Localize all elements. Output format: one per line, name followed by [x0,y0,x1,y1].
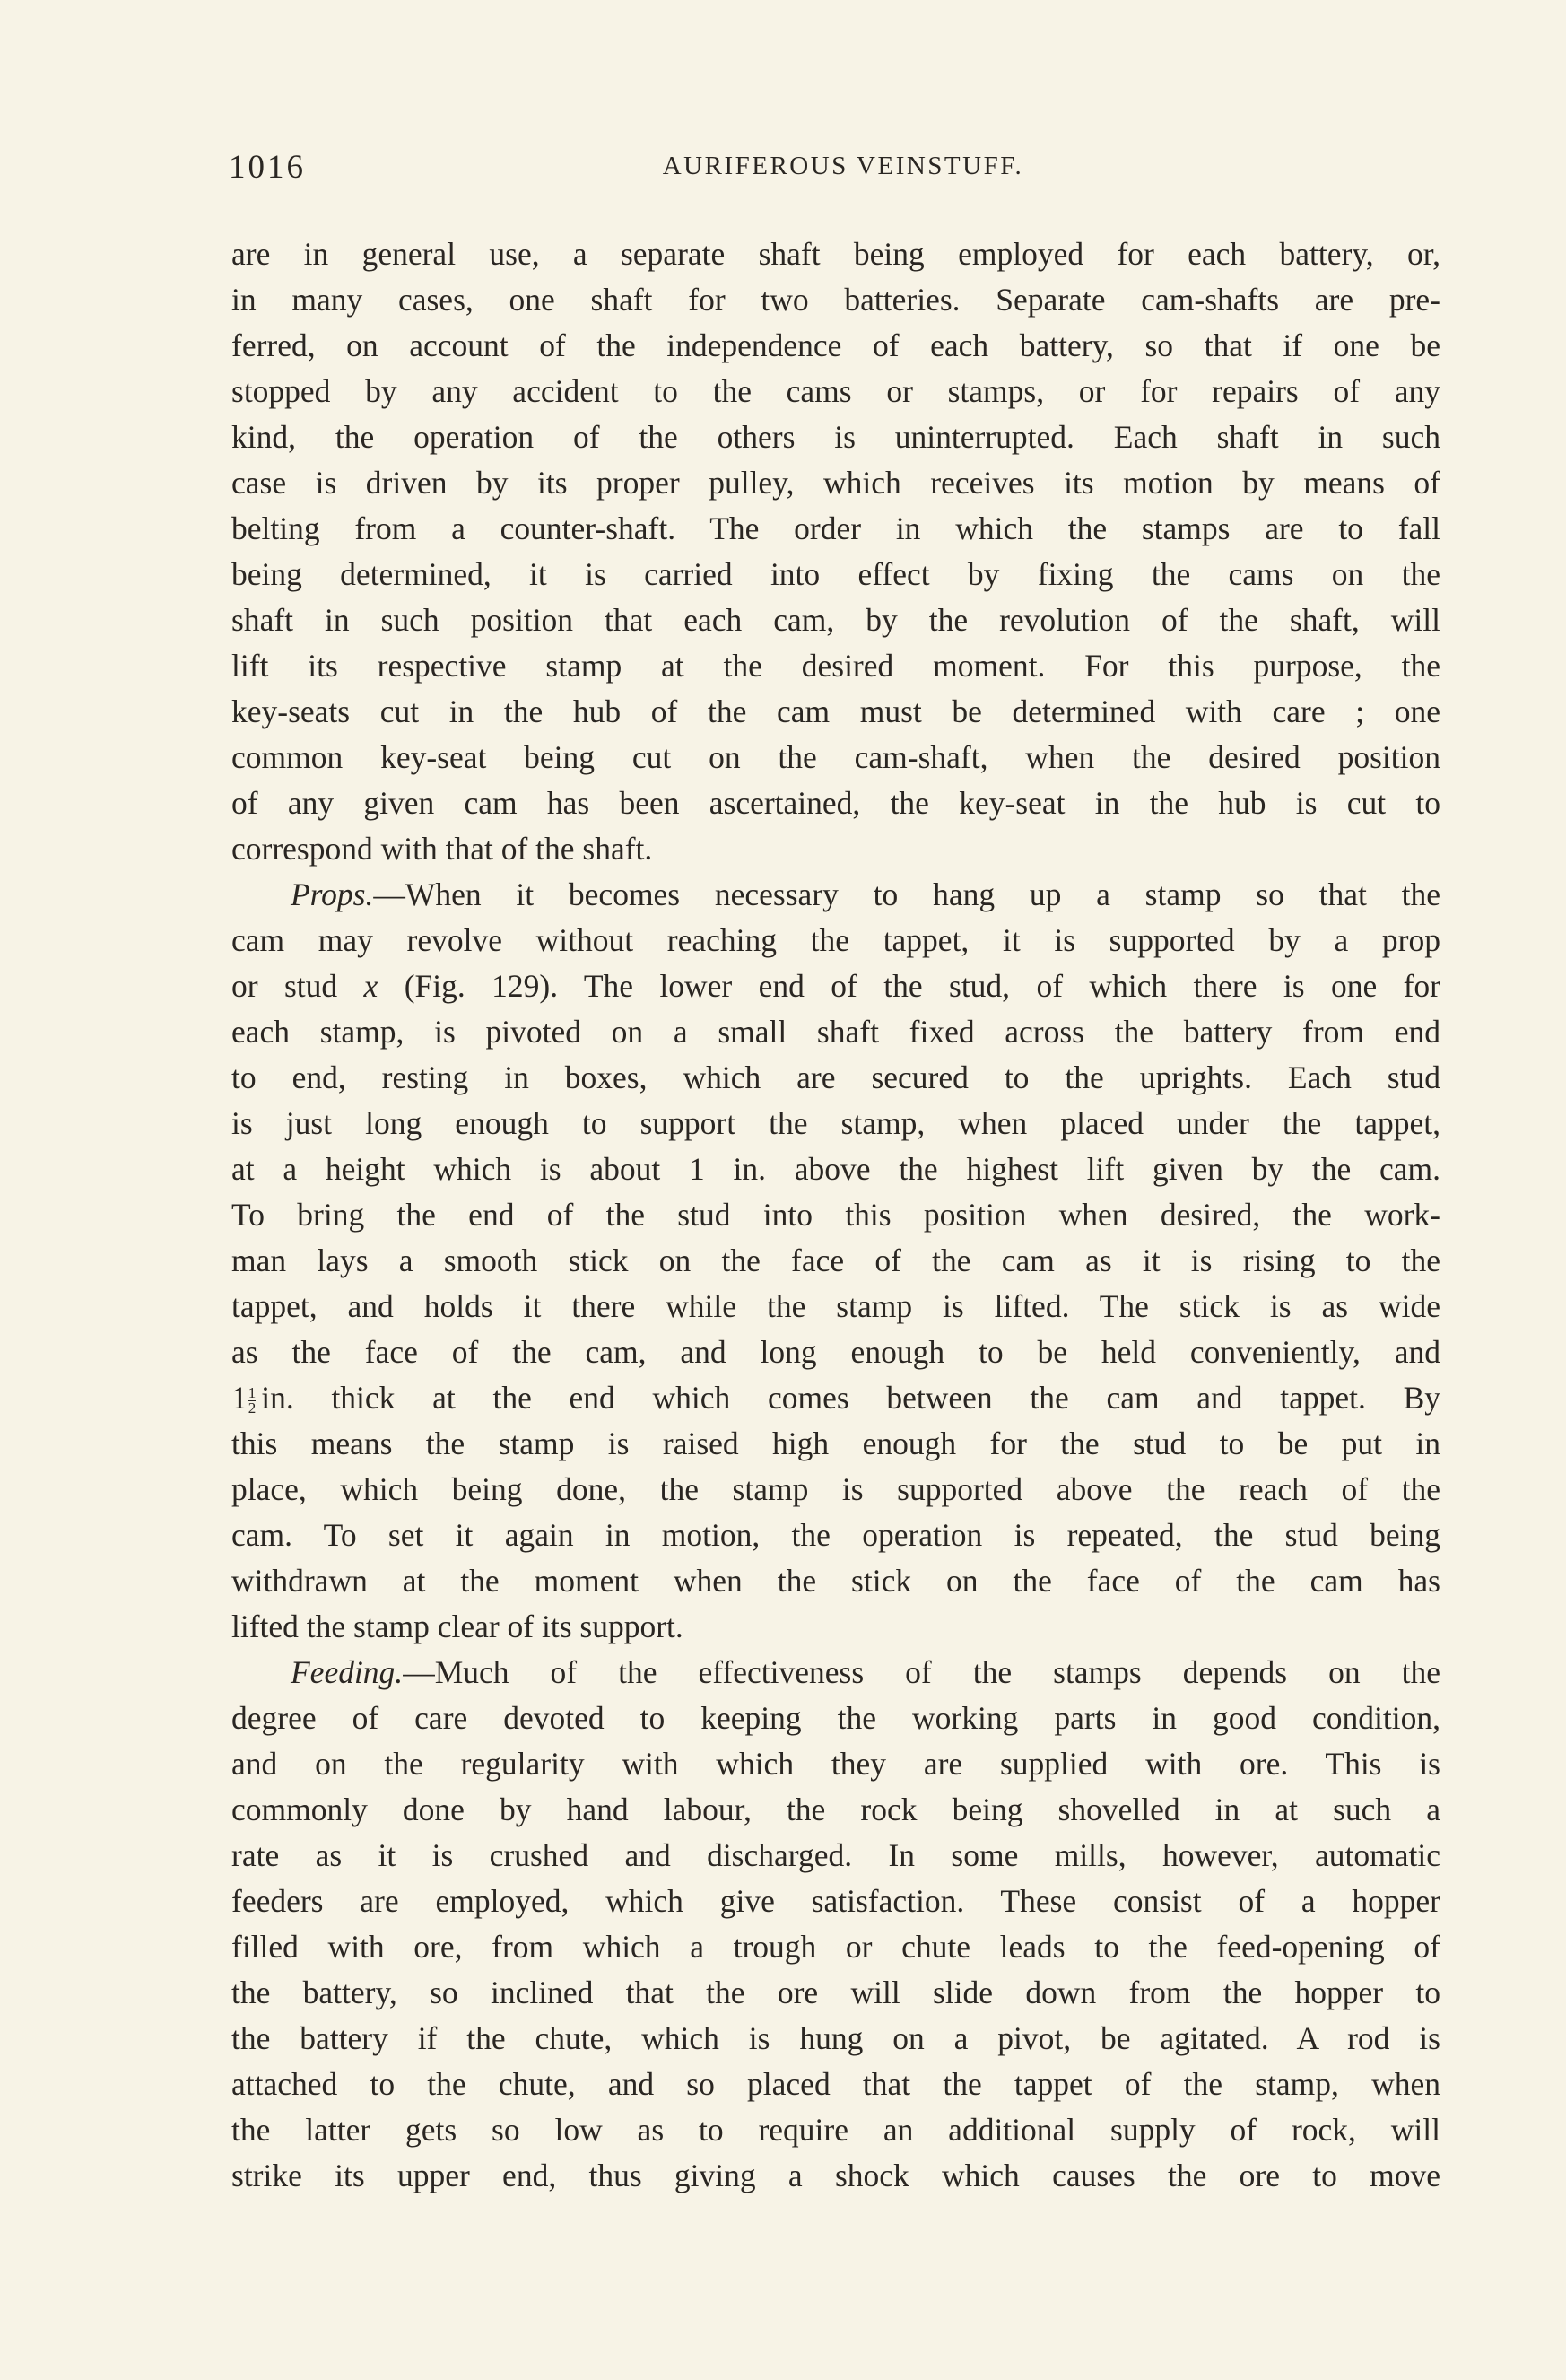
text-line: is just long enough to support the stamp, when placed under the tappet, [231,1105,1440,1141]
text-line [231,872,1440,918]
text-line [231,1375,1440,1421]
text-line: shaft in such position that each cam, by the revolution of the shaft, will [231,602,1440,638]
fraction-denominator: 2 [248,1399,257,1417]
text-line: man lays a smooth stick on the face of the cam as it is rising to the [231,1242,1440,1278]
text-line: of any given cam has been ascertained, the key-seat in the hub is cut to [231,785,1440,821]
text-line: key-seats cut in the hub of the cam must be determined with care ; one [231,693,1440,729]
paragraph-feeding [231,1650,1440,2199]
text-line: To bring the end of the stud into this position when desired, the work- [231,1197,1440,1233]
text-line: rate as it is crushed and discharged. In some mills, however, automatic [231,1837,1440,1873]
text-fragment: or stud [231,968,364,1004]
page-header [229,148,1457,193]
text-line: the latter gets so low as to require an additional supply of rock, will [231,2112,1440,2148]
text-line: are in general use, a separate shaft being employed for each battery, or, [231,236,1440,272]
text-line: attached to the chute, and so placed that the tappet of the stamp, when [231,2066,1440,2102]
text-line: to end, resting in boxes, which are secured to the uprights. Each stud [231,1059,1440,1095]
body-text [231,231,1440,2199]
text-line: as the face of the cam, and long enough to be held conveniently, and [231,1334,1440,1370]
text-line: degree of care devoted to keeping the working parts in good condition, [231,1700,1440,1736]
text-line: withdrawn at the moment when the stick on the face of the cam has [231,1563,1440,1599]
text-fragment: —When it becomes necessary to hang up a stamp so that the [373,876,1440,912]
text-line: at a height which is about 1 in. above the highest lift given by the cam. [231,1151,1440,1187]
text-line: lift its respective stamp at the desired moment. For this purpose, the [231,648,1440,684]
text-line: belting from a counter-shaft. The order in which the stamps are to fall [231,510,1440,546]
text-line: this means the stamp is raised high enough for the stud to be put in [231,1425,1440,1461]
variable-x: x [363,968,378,1004]
text-line: the battery, so inclined that the ore will slide down from the hopper to [231,1975,1440,2010]
section-heading-props: Props. [291,876,374,912]
fraction-one-half [248,1386,257,1416]
text-line: being determined, it is carried into effect by fixing the cams on the [231,556,1440,592]
text-line: tappet, and holds it there while the stamp is lifted. The stick is as wide [231,1288,1440,1324]
text-line: lifted the stamp clear of its support. [231,1608,683,1644]
page-number: 1016 [229,149,306,186]
text-line: the battery if the chute, which is hung on a pivot, be agitated. A rod is [231,2020,1440,2056]
running-title: AURIFEROUS VEINSTUFF. [662,152,1024,180]
text-line [231,963,1440,1009]
text-line: commonly done by hand labour, the rock being shovelled in at such a [231,1792,1440,1827]
section-heading-feeding: Feeding. [291,1654,404,1690]
text-line: ferred, on account of the independence of each battery, so that if one be [231,327,1440,363]
text-line: common key-seat being cut on the cam-shaft, when the desired position [231,739,1440,775]
text-line: case is driven by its proper pulley, which receives its motion by means of [231,465,1440,501]
text-line: each stamp, is pivoted on a small shaft fixed across the battery from end [231,1014,1440,1050]
text-line: strike its upper end, thus giving a shock which causes the ore to move [231,2158,1440,2193]
text-line: place, which being done, the stamp is supported above the reach of the [231,1471,1440,1507]
text-line: in many cases, one shaft for two batteries. Separate cam-shafts are pre- [231,282,1440,318]
text-fragment: —Much of the effectiveness of the stamps depends on the [403,1654,1440,1690]
text-line [231,1650,1440,1696]
text-line: kind, the operation of the others is uninterrupted. Each shaft in such [231,419,1440,455]
text-line: feeders are employed, which give satisfaction. These consist of a hopper [231,1883,1440,1919]
fraction-whole: 1 [231,1380,248,1416]
text-line: correspond with that of the shaft. [231,831,653,867]
text-fragment: in. thick at the end which comes between the cam and tappet. By [261,1380,1440,1416]
text-line: cam. To set it again in motion, the operation is repeated, the stud being [231,1517,1440,1553]
text-line: cam may revolve without reaching the tappet, it is supported by a prop [231,922,1440,958]
paragraph-props [231,872,1440,1650]
text-line: filled with ore, from which a trough or chute leads to the feed-opening of [231,1929,1440,1965]
text-fragment: (Fig. 129). The lower end of the stud, of which there is one for [378,968,1440,1004]
fraction-numerator: 1 [248,1384,257,1402]
text-line: stopped by any accident to the cams or stamps, or for repairs of any [231,373,1440,409]
paragraph-continuation [231,231,1440,872]
text-line: and on the regularity with which they are supplied with ore. This is [231,1746,1440,1782]
